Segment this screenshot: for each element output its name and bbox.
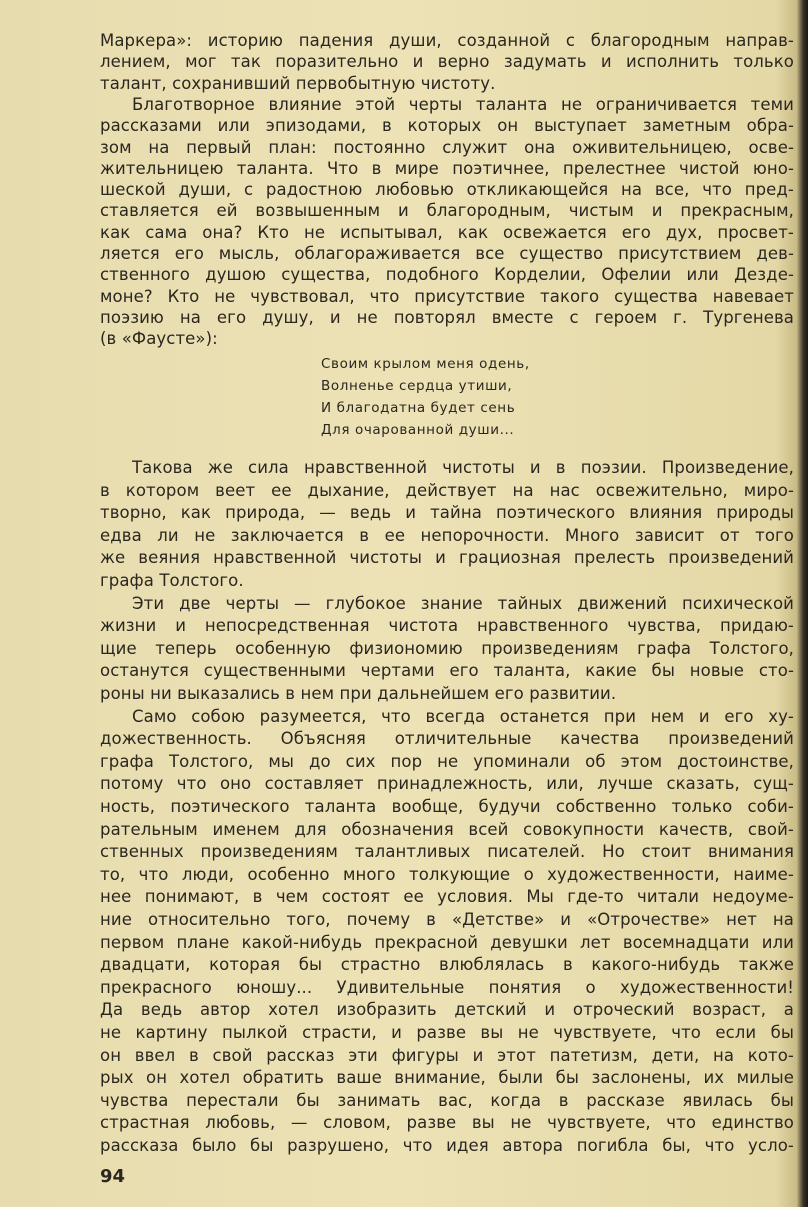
text-line: рых он хотел обратить ваше внимание, были бы заслонены, их милые	[100, 1068, 794, 1088]
verse-line: И благодатна будет сень	[321, 400, 516, 416]
text-line: прекрасного юношу... Удивительные понятия о художественности!	[100, 977, 794, 997]
text-line: ние относительно того, почему в «Детстве» и «Отрочестве» нет на	[100, 910, 794, 929]
text-line: же веяния нравственной чистоты и грациозная прелесть произведений	[100, 548, 794, 568]
text-line: шеской души, с радостною любовью откликающейся на все, что пред-	[100, 180, 794, 200]
text-line: останутся существенными чертами его таланта, какие бы новые сто-	[100, 661, 794, 681]
text-line: двадцати, которая бы страстно влюблялась в какого-нибудь также	[100, 955, 794, 975]
text-line: потому что оно составляет принадлежность, или, лучше сказать, сущ-	[100, 774, 794, 794]
text-line: Такова же сила нравственной чистоты и в поэзии. Произведение,	[132, 458, 794, 477]
text-line: нее понимают, в чем состоят ее условия. Мы где-то читали недоуме-	[100, 887, 794, 907]
verse-line: Своим крылом меня одень,	[321, 356, 530, 372]
text-line: не картину пылкой страсти, и разве вы не чувствуете, что если бы	[100, 1023, 794, 1042]
text-line: страстная любовь, — словом, разве вы не чувствуете, что единство	[100, 1113, 794, 1133]
verse-line: Для очарованной души...	[321, 422, 515, 438]
verse-line: Волненье сердца утиши,	[321, 378, 513, 394]
page-number: 94	[100, 1166, 126, 1187]
text-line: чувства перестали бы занимать вас, когда в рассказе явилась бы	[100, 1090, 794, 1110]
text-line: рательным именем для обозначения всей совокупности качеств, свой-	[100, 819, 794, 839]
text-line: жительницею таланта. Что в мире поэтичнее, прелестнее чистой юно-	[100, 158, 794, 178]
text-line: ность, поэтического таланта вообще, будучи собственно только соби-	[100, 797, 794, 816]
text-line: как сама она? Кто не испытывал, как освежается его дух, просвет-	[100, 222, 794, 242]
text-line: ставляется ей возвышенным и благородным, чистым и прекрасным,	[100, 201, 794, 221]
text-line: графа Толстого.	[100, 571, 244, 590]
text-line: жизни и непосредственная чистота нравственного чувства, придаю-	[100, 616, 794, 636]
text-line: роны ни выказались в нем при дальнейшем его развитии.	[100, 684, 617, 703]
text-line: рассказами или эпизодами, в которых он выступает заметным обра-	[100, 116, 794, 136]
text-line: ственного душою существа, подобного Корделии, Офелии или Дезде-	[100, 265, 794, 285]
text-line: рассказа было бы разрушено, что идея автора погибла бы, что усло-	[100, 1136, 794, 1155]
text-line: дожественность. Объясняя отличительные качества произведений	[100, 729, 794, 749]
text-line: Маркера»: историю падения души, созданной с благородным направ-	[100, 31, 794, 50]
text-line: едва ли не заключается в ее непорочности. Много зависит от того	[100, 525, 794, 545]
text-line: первом плане какой-нибудь прекрасной девушки лет восемнадцати или	[100, 932, 794, 952]
text-line: Само собою разумеется, что всегда останется при нем и его ху-	[132, 706, 794, 726]
text-line: (в «Фаусте»):	[100, 329, 218, 349]
text-line: моне? Кто не чувствовал, что присутствие такого существа навевает	[100, 286, 794, 306]
text-line: он ввел в свой рассказ эти фигуры и этот патетизм, дети, на кото-	[100, 1045, 794, 1065]
text-line: талант, сохранивший первобытную чистоту.	[100, 73, 496, 93]
text-line: лением, мог так поразительно и верно задумать и исполнить только	[100, 52, 794, 72]
text-line: Благотворное влияние этой черты таланта не ограничивается теми	[132, 94, 794, 114]
text-line: щие теперь особенную физиономию произведениям графа Толстого,	[100, 638, 794, 658]
text-line: зом на первый план: постоянно служит она оживительницею, осве-	[100, 137, 794, 157]
text-line: графа Толстого, мы до сих пор не упоминали об этом достоинстве,	[100, 751, 794, 771]
text-line: творно, как природа, — ведь и тайна поэтического влияния природы	[100, 503, 794, 523]
text-line: ляется его мысль, облагораживается все существо присутствием дев-	[100, 244, 794, 263]
text-line: ственных произведениям талантливых писателей. Но стоит внимания	[100, 842, 794, 862]
text-line: Да ведь автор хотел изобразить детский и отроческий возраст, а	[100, 1000, 794, 1020]
text-line: то, что люди, особенно много толкующие о художественности, наиме-	[100, 864, 794, 884]
text-line: в котором веет ее дыхание, действует на нас освежительно, миро-	[100, 480, 794, 500]
text-line: поэзию на его душу, и не повторял вместе с героем г. Тургенева	[100, 307, 794, 327]
text-line: Эти две черты — глубокое знание тайных движений психической	[132, 593, 794, 613]
